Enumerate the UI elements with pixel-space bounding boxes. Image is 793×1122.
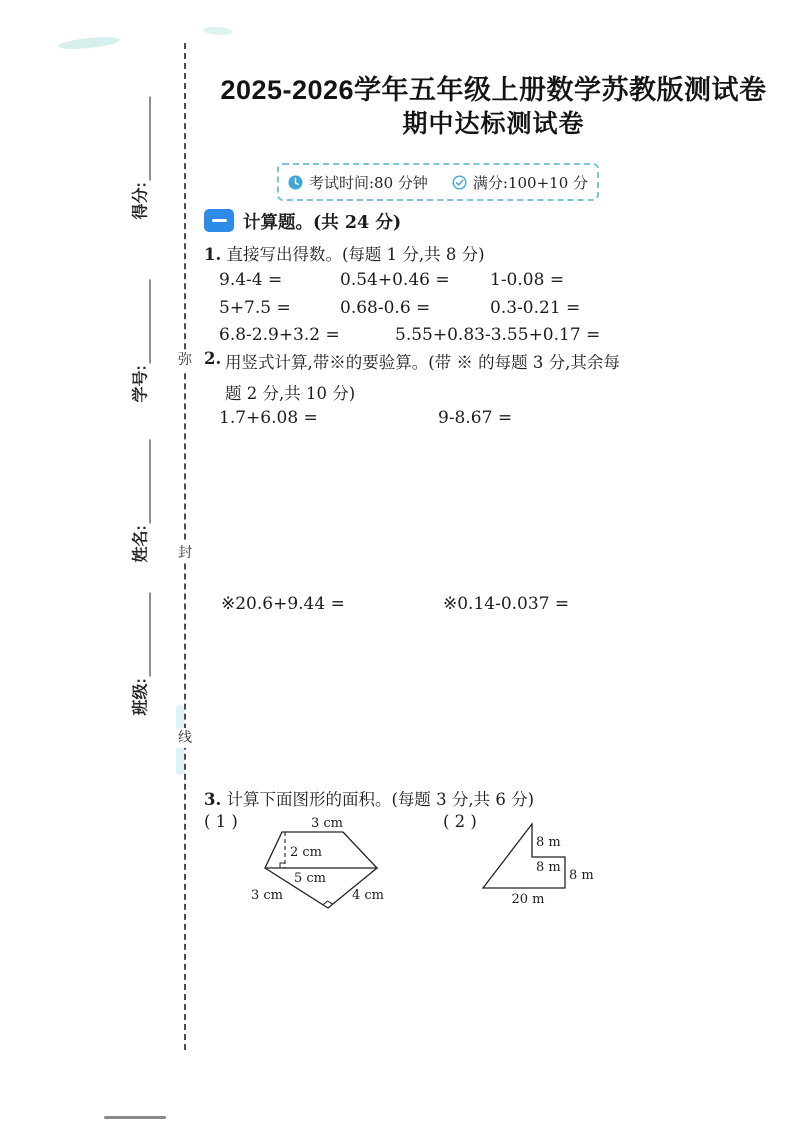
fig1-label: ( 1 ) bbox=[204, 812, 238, 831]
class-label: 班级: bbox=[132, 678, 150, 716]
student-number-field bbox=[127, 238, 151, 403]
check-icon bbox=[452, 175, 467, 190]
q1-expr: 5+7.5 = bbox=[219, 298, 291, 318]
full-score-item bbox=[452, 172, 588, 193]
student-number-label: 学号: bbox=[132, 365, 150, 403]
figure2-stepped-shape bbox=[475, 818, 600, 913]
seal-char-mi: 弥 bbox=[175, 350, 195, 370]
score-field bbox=[127, 55, 151, 220]
name-field bbox=[127, 398, 151, 563]
q1-expr: 6.8-2.9+3.2 = bbox=[219, 325, 340, 345]
fig1-dim-top: 3 cm bbox=[310, 816, 344, 831]
q2-text-line1: 用竖式计算,带※的要验算。(带 ※ 的每题 3 分,其余每 bbox=[225, 353, 620, 372]
scan-artifact-line bbox=[104, 1116, 166, 1119]
paper-subtitle: 期中达标测试卷 bbox=[402, 110, 585, 138]
fig1-dim-height: 2 cm bbox=[290, 845, 323, 860]
score-label: 得分: bbox=[132, 182, 150, 220]
name-blank bbox=[136, 439, 151, 523]
section-one-badge bbox=[204, 209, 234, 232]
q2-expr: 9-8.67 = bbox=[438, 408, 513, 428]
q2-starred-expr: ※0.14-0.037 = bbox=[443, 594, 570, 614]
fig2-label: ( 2 ) bbox=[443, 812, 477, 831]
q3-number: 3. bbox=[204, 790, 222, 809]
q1-expr: 9.4-4 = bbox=[219, 270, 283, 290]
fig1-dim-right: 4 cm bbox=[351, 888, 385, 903]
fig1-dim-middle: 5 cm bbox=[293, 871, 327, 886]
seal-char-xian: 线 bbox=[175, 728, 195, 748]
q1-expr: 0.54+0.46 = bbox=[340, 270, 450, 290]
exam-time-item bbox=[288, 172, 428, 193]
full-score-text: 满分:100+10 分 bbox=[472, 173, 589, 192]
fig2-dim-upper-right: 8 m bbox=[536, 835, 561, 850]
q1-expr: 5.55+0.83-3.55+0.17 = bbox=[395, 325, 601, 345]
section-one-title: 计算题。(共 24 分) bbox=[243, 213, 402, 233]
score-blank bbox=[136, 96, 151, 180]
q1-expr: 0.68-0.6 = bbox=[340, 298, 431, 318]
q1-expr: 0.3-0.21 = bbox=[490, 298, 581, 318]
scan-smudge bbox=[203, 26, 233, 36]
q1-number: 1. bbox=[204, 245, 222, 264]
class-field bbox=[127, 551, 151, 716]
paper-title: 2025-2026学年五年级上册数学苏教版测试卷 bbox=[220, 75, 767, 105]
fig1-dim-left: 3 cm bbox=[250, 888, 284, 903]
exam-time-text: 考试时间:80 分钟 bbox=[308, 173, 428, 192]
q2-starred-expr: ※20.6+9.44 = bbox=[221, 594, 345, 614]
q3-text: 计算下面图形的面积。(每题 3 分,共 6 分) bbox=[226, 790, 535, 809]
q2-number: 2. bbox=[204, 349, 222, 368]
scan-smudge bbox=[58, 35, 121, 51]
q1-expr: 1-0.08 = bbox=[490, 270, 565, 290]
section-one-badge-glyph bbox=[212, 219, 227, 223]
student-number-blank bbox=[136, 279, 151, 363]
fig2-dim-bottom: 20 m bbox=[511, 892, 545, 907]
fig2-dim-lower-right: 8 m bbox=[569, 868, 594, 883]
class-blank bbox=[136, 592, 151, 676]
fig2-dim-step: 8 m bbox=[536, 860, 561, 875]
q1-text: 直接写出得数。(每题 1 分,共 8 分) bbox=[226, 245, 485, 264]
q2-prompt bbox=[225, 347, 782, 409]
q2-text-line2: 题 2 分,共 10 分) bbox=[225, 384, 356, 403]
clock-icon bbox=[288, 175, 303, 190]
name-label: 姓名: bbox=[132, 525, 150, 563]
seal-char-feng: 封 bbox=[175, 543, 195, 563]
exam-info-box bbox=[277, 163, 599, 201]
q3-prompt bbox=[204, 786, 534, 810]
q2-expr: 1.7+6.08 = bbox=[219, 408, 318, 428]
q1-prompt bbox=[204, 241, 485, 265]
figure1-trapezoid-triangle bbox=[242, 812, 402, 924]
